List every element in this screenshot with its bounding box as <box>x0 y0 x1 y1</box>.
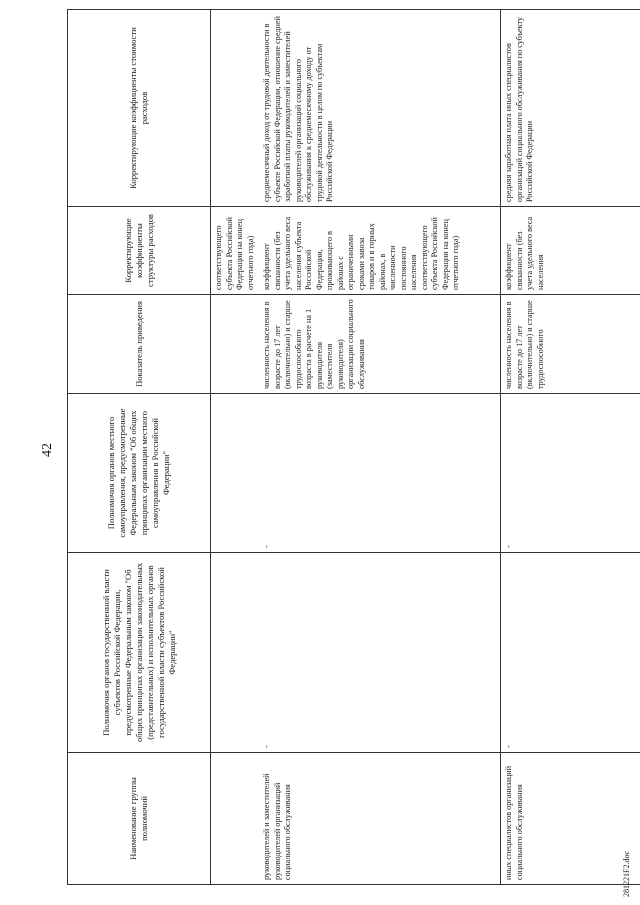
cell-cost-coeff: средняя заработная плата иных специалистов организаций социального обслуживания по субъекту Российской Федерации <box>501 10 640 207</box>
header-group-name: Наименование группы полномочий <box>68 753 211 885</box>
cell-indicator: численность населения в возрасте до 17 лет (включительно) и старше трудоспособного возраста в расчете на 1 руководителя (заместителя руководителя) организации социального обслуживания <box>259 295 501 394</box>
cell-structure-coeff: коэффициент связанности (без учета удельного веса населения <box>501 207 640 295</box>
table-row-continuation <box>211 10 260 885</box>
cell-empty <box>211 753 260 885</box>
cell-structure-coeff: коэффициент связанности (без учета удельного веса населения субъекта Российской Федерации, проживающего в районах с ограниченными сроками завоза товаров и в горных районах, в численности постоянного населения соответствующего субъекта Российской Федерации на конец отчетного года) <box>259 207 501 295</box>
header-structure-coeff: Корректирующие коэффициенты структуры расходов <box>68 207 211 295</box>
cell-empty <box>211 295 260 394</box>
cell-municipal-powers: - <box>501 394 640 553</box>
cell-structure-coeff-continued: соответствующего субъекта Российской Федерации на конец отчетного года) <box>211 207 260 295</box>
cell-empty <box>211 10 260 207</box>
cell-regional-powers: - <box>501 553 640 753</box>
table-row <box>259 10 501 885</box>
cell-municipal-powers: - <box>259 394 501 553</box>
document-code: 281221F2.doc <box>622 851 631 897</box>
header-cost-coeff: Корректирующие коэффициенты стоимости расходов <box>68 10 211 207</box>
powers-table <box>67 9 640 885</box>
cell-group-name: руководителей и заместителей руководителей организаций социального обслуживания <box>259 753 501 885</box>
header-regional-powers: Полномочия органов государственной власти субъектов Российской Федерации, предусмотренные Федеральным законом "Об общих принципах организации законодательных (представительных) и исполнительных органов государственной власти субъектов Российской Федерации" <box>68 553 211 753</box>
cell-regional-powers: - <box>259 553 501 753</box>
header-indicator: Показатель приведения <box>68 295 211 394</box>
table-row <box>501 10 640 885</box>
page-number: 42 <box>40 443 55 457</box>
cell-indicator: численность населения в возрасте до 17 лет (включительно) и старше трудоспособного <box>501 295 640 394</box>
cell-cost-coeff: среднемесячный доход от трудовой деятельности в субъекте Российской Федерации, отношение средней заработной платы руководителей и заместителей руководителей организаций социального обслуживания к среднемесячному доходу от трудовой деятельности в целом по субъектам Российской Федерации <box>259 10 501 207</box>
header-municipal-powers: Полномочия органов местного самоуправления, предусмотренные Федеральным законом "Об общих принципах организации местного самоуправления в Российской Федерации" <box>68 394 211 553</box>
cell-group-name: иных специалистов организаций социального обслуживания <box>501 753 640 885</box>
table-header-row <box>68 10 211 885</box>
cell-empty <box>211 394 260 553</box>
cell-empty <box>211 553 260 753</box>
